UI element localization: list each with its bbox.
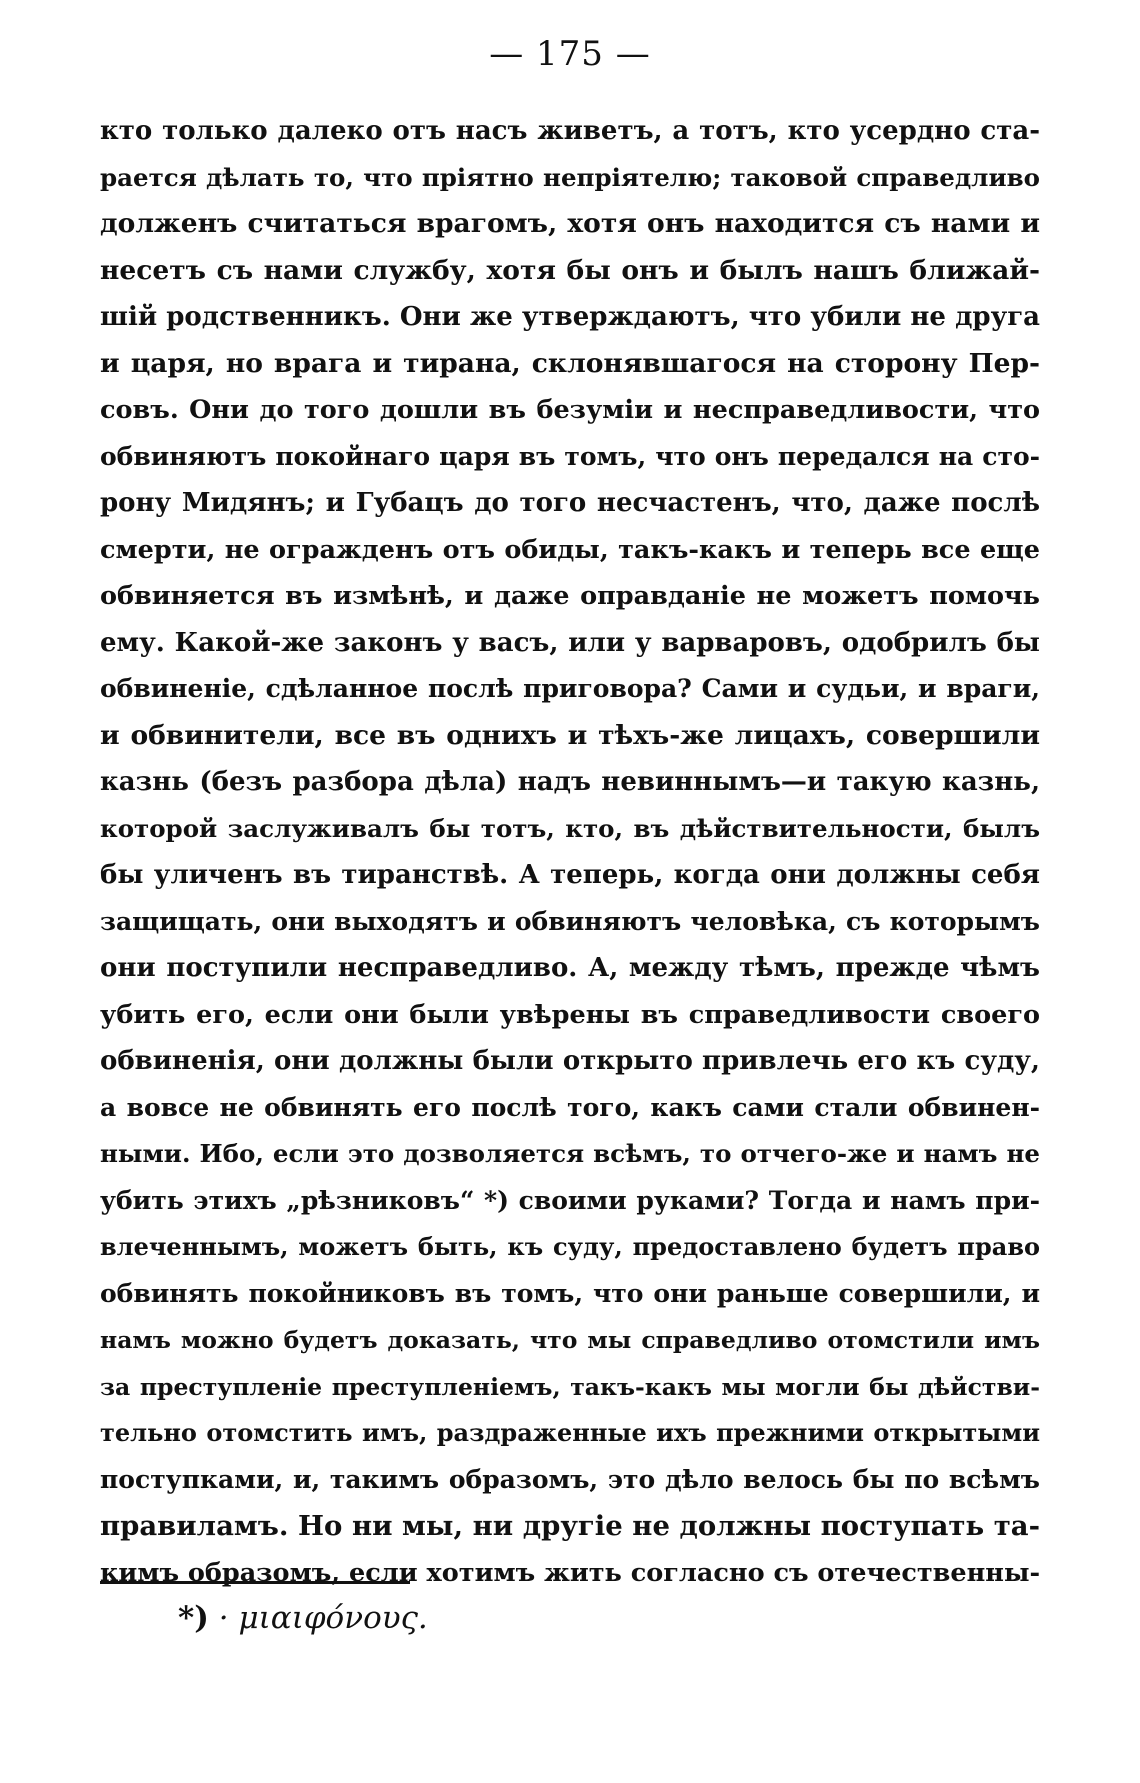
text-line: защищать, они выходятъ и обвиняютъ человѣка, съ которымъ [100, 906, 1040, 936]
text-line: рается дѣлать то, что пріятно непріятелю; таковой справедливо [100, 162, 1040, 192]
text-line: казнь (безъ разбора дѣла) надъ невиннымъ—и такую казнь, [100, 767, 1040, 797]
text-line: ему. Какой-же законъ у васъ, или у варваровъ, одобрилъ бы [100, 627, 1040, 658]
text-line: убить его, если они были увѣрены въ справедливости своего [100, 999, 1040, 1030]
text-line: долженъ считаться врагомъ, хотя онъ находится съ нами и [100, 208, 1040, 239]
text-line: обвиненіе, сдѣланное послѣ приговора? Сами и судьи, и враги, [100, 674, 1040, 703]
footnote-mark: *) [178, 1600, 209, 1636]
text-line: правиламъ. Но ни мы, ни другіе не должны поступать та- [100, 1510, 1040, 1542]
page-number: — 175 — [489, 34, 651, 74]
footnote [178, 1600, 428, 1636]
text-line: бы уличенъ въ тиранствѣ. А теперь, когда они должны себя [100, 860, 1040, 890]
text-line: убить этихъ „рѣзниковъ“ *) своими руками? Тогда и намъ при- [100, 1185, 1040, 1215]
body-text [100, 108, 1040, 1596]
text-line: несетъ съ нами службу, хотя бы онъ и былъ нашъ ближай- [100, 254, 1040, 286]
text-line: смерти, не огражденъ отъ обиды, такъ-какъ и теперь все еще [100, 534, 1040, 565]
text-line: ными. Ибо, если это дозволяется всѣмъ, то отчего-же и намъ не [100, 1139, 1040, 1168]
text-line: рону Мидянъ; и Губацъ до того несчастенъ, что, даже послѣ [100, 488, 1040, 518]
text-line: влеченнымъ, можетъ быть, къ суду, предоставлено будетъ право [100, 1232, 1040, 1261]
text-line: они поступили несправедливо. А, между тѣмъ, прежде чѣмъ [100, 953, 1040, 983]
text-line: и обвинители, все въ однихъ и тѣхъ-же лицахъ, совершили [100, 719, 1040, 751]
text-line: кто только далеко отъ насъ живетъ, а тотъ, кто усердно ста- [100, 116, 1040, 146]
text-line: обвинять покойниковъ въ томъ, что они раньше совершили, и [100, 1278, 1040, 1308]
text-line: и царя, но врага и тирана, склонявшагося на сторону Пер- [100, 347, 1040, 379]
text-line: за преступленіе преступленіемъ, такъ-какъ мы могли бы дѣйстви- [100, 1372, 1040, 1401]
footnote-text: · μιαιφόνους. [218, 1600, 428, 1636]
text-line: шій родственникъ. Они же утверждаютъ, что убили не друга [100, 302, 1040, 332]
text-line: поступками, и, такимъ образомъ, это дѣло велось бы по всѣмъ [100, 1464, 1040, 1494]
text-line: тельно отомстить имъ, раздраженные ихъ прежними открытыми [100, 1418, 1040, 1447]
text-line: кимъ образомъ, если хотимъ жить согласно съ отечественны- [100, 1557, 1041, 1588]
text-line: обвиняется въ измѣнѣ, и даже оправданіе не можетъ помочь [100, 581, 1040, 611]
text-line: а вовсе не обвинять его послѣ того, какъ сами стали обвинен- [100, 1092, 1040, 1122]
text-line: обвиняютъ покойнаго царя въ томъ, что онъ передался на сто- [100, 441, 1040, 471]
text-line: которой заслуживалъ бы тотъ, кто, въ дѣйствительности, былъ [100, 813, 1040, 843]
text-line: намъ можно будетъ доказать, что мы справедливо отомстили имъ [100, 1326, 1040, 1354]
text-line: совъ. Они до того дошли въ безуміи и несправедливости, что [100, 395, 1040, 425]
text-line: обвиненія, они должны были открыто привлечь его къ суду, [100, 1046, 1040, 1076]
footnote-divider [100, 1581, 410, 1584]
